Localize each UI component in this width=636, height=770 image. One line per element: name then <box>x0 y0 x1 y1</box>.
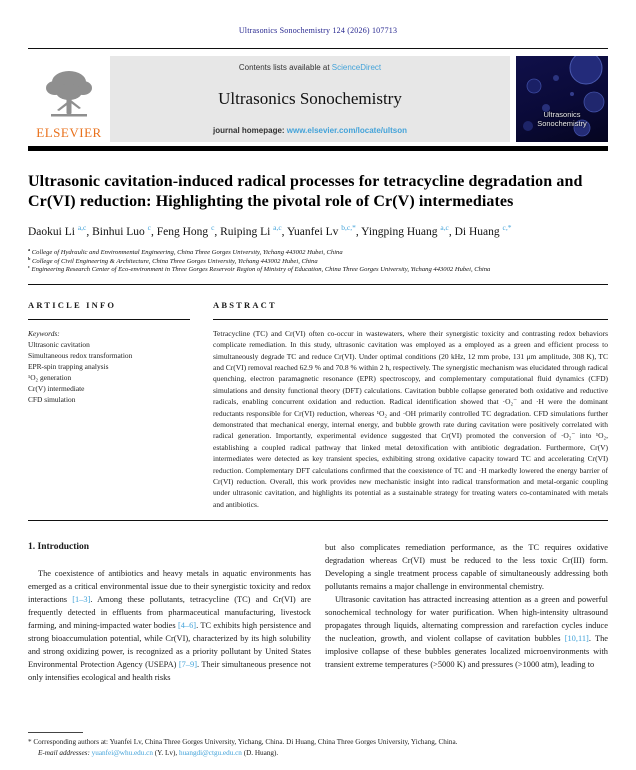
intro-paragraph-continued: but also complicates remediation performance, as the TC requires oxidative degradation whereas Cr(VI) must be reduced to the less toxic Cr(III) form. Developing a single treatment process capable of simultaneously addressing both pollutants remains a major challenge in environmental chemistry. <box>325 543 608 592</box>
journal-cover-thumbnail <box>516 56 608 142</box>
journal-title: Ultrasonics Sonochemistry <box>218 89 402 108</box>
intro-paragraph: The coexistence of antibiotics and heavy metals in aquatic environments has emerged as a critical environmental issue due to their synergistic toxicity and redox interactions [1–3]. Among these pollutants, tetracycline (TC) and Cr(VI) are frequently detected in effluents from pharmaceutical manufacturing, livestock farming, and mining-impacted water bodies [4–6]. TC exhibits high persistence and strong bioaccumulation potential, while Cr(VI), characterized by its high solubility and strong oxidizing power, is recognized as a priority pollutant by United States Environmental Protection Agency (USEPA) [7–9]. Their simultaneous presence not only intensifies ecological and health risks <box>28 569 311 683</box>
affiliation-b: $^b$ College of Civil Engineering & Architecture, China Three Gorges University, Yichang 443002 Hubei, China <box>28 255 318 265</box>
footnote-text <box>28 737 608 758</box>
affiliation-a: $^a$ College of Hydraulic and Environmental Engineering, China Three Gorges University, Yichang 443002 Hubei, China <box>28 246 343 256</box>
banner-divider-bar <box>28 146 608 151</box>
affiliations <box>28 246 608 275</box>
introduction-heading: 1. Introduction <box>28 542 90 553</box>
keyword-item: EPR-spin trapping analysis <box>28 361 109 371</box>
journal-homepage-line[interactable]: journal homepage: www.elsevier.com/locate/ultson <box>213 126 407 135</box>
cover-title: Ultrasonics Sonochemistry <box>537 110 587 128</box>
abstract-heading: ABSTRACT <box>213 300 608 320</box>
header-rule <box>28 48 608 49</box>
article-title: Ultrasonic cavitation-induced radical processes for tetracycline degradation and Cr(VI) reduction: Highlighting the pivotal role of Cr(V) intermediates <box>28 173 583 210</box>
keyword-item: Simultaneous redox transformation <box>28 350 133 360</box>
article-info-heading: ARTICLE INFO <box>28 300 190 320</box>
intro-paragraph: Ultrasonic cavitation has attracted increasing attention as a green and powerful sonochemical technology for water purification. When high-intensity ultrasound propagates through liquids, alternating compression and rarefaction cycles induce the nucleation, growth, and violent collapse of cavitation bubbles [10,11]. The implosive collapse of these bubbles generates localized microenvironments with transient extreme temperatures (>5000 K) and pressures (>1000 atm), leading to <box>325 595 608 670</box>
author-line: Daokui Li $^{a,c}$, Binhui Luo $^c$, Feng Hong $^c$, Ruiping Li $^{a,c}$, Yuanfei Lv $^{b,c,*}$, Yingping Huang $^{a,c}$, Di Huang $^{c,*}$ <box>28 223 512 238</box>
contents-lists-line[interactable]: Contents lists available at ScienceDirect <box>238 63 382 72</box>
keywords-block <box>28 328 190 405</box>
affiliation-c: $^c$ Engineering Research Center of Eco-environment in Three Gorges Reservoir Region of Ministry of Education, China Three Gorges University, Yichang 443002 Hubei, China <box>28 264 491 274</box>
keyword-item: Ultrasonic cavitation <box>28 339 90 349</box>
abstract-column <box>213 300 608 511</box>
corresponding-author-footnote <box>28 726 608 758</box>
keywords-label: Keywords: <box>28 328 60 338</box>
corresponding-authors-line: * Corresponding authors at: Yuanfei Lv, China Three Gorges University, Yichang, China. Di Huang, China Three Gorges University, Yichang, China. <box>28 738 458 746</box>
footnote-rule <box>28 732 83 733</box>
keyword-item: CFD simulation <box>28 394 76 404</box>
article-info-column <box>28 300 190 511</box>
email-addresses-line[interactable]: E-mail addresses: yuanfei@whu.edu.cn (Y. Lv), huangdi@ctgu.edu.cn (D. Huang). <box>38 748 279 757</box>
elsevier-logo[interactable] <box>28 56 110 142</box>
running-head-journal-ref: Ultrasonics Sonochemistry 124 (2026) 107713 <box>238 26 398 35</box>
intro-right-column <box>325 541 608 684</box>
journal-banner <box>28 56 608 142</box>
banner-center <box>110 56 510 142</box>
keyword-item: ¹O₂ generation <box>28 372 72 382</box>
article-info-abstract-section <box>28 300 608 511</box>
introduction-section <box>28 541 608 684</box>
elsevier-wordmark: ELSEVIER <box>36 125 102 140</box>
keyword-item: Cr(V) intermediate <box>28 383 85 393</box>
section-rule-bottom <box>28 520 608 521</box>
intro-left-column <box>28 541 311 684</box>
section-rule-top <box>28 284 608 285</box>
abstract-text: Tetracycline (TC) and Cr(VI) often co-occur in wastewaters, where their synergistic toxicity and contrasting redox behaviors complicate remediation. In this study, ultrasonic cavitation was employed as a employed as a green and efficient process to simultaneously degrade TC and reduce Cr(VI). Under optimal conditions (20 kHz, 12 mm probe, 131 μm amplitude, 308 K), TC and Cr(VI) removal reached 62.9 % and 70.8 % within 2 h, respectively. The synergistic mechanism was elucidated through radical quenching, electron paramagnetic resonance (EPR) spectroscopy, and complementary computational fluid dynamics (CFD) simulations and density functional theory (DFT) calculations. Cavitation bubble collapse generated both oxidative and reductive radicals, enabling concurrent oxidation and reduction. Radical identification showed that ·O₂⁻ and ·H were the dominant reductants responsible for Cr(VI) reduction, whereas ¹O₂ and ·OH primarily controlled TC degradation. CFD simulations further demonstrated that mechanical energy, internal energy, and bubble growth rate during cavitation were positively correlated with radical generation. Importantly, experimental evidence suggested that Cr(VI) promoted the conversion of ·O₂⁻ into ¹O₂, establishing a coupled radical pathway that linked metal detoxification with antibiotic degradation. Furthermore, Cr(V) intermediates were detected as key transient species, exhibiting strong oxidative capacity toward TC and accelerating Cr(VI) reduction. Complementary DFT calculations confirmed that the coexistence of TC and ·H markedly lowered the energy barrier of Cr(VI) reduction. Overall, this work provides new mechanistic insight into radical transformation and metal-organic coupling under ultrasonic cavitation, and highlights its potential as a sustainable strategy for treating waters co-contaminated with metals and antibiotics. <box>213 328 608 509</box>
elsevier-tree-icon <box>43 68 95 124</box>
